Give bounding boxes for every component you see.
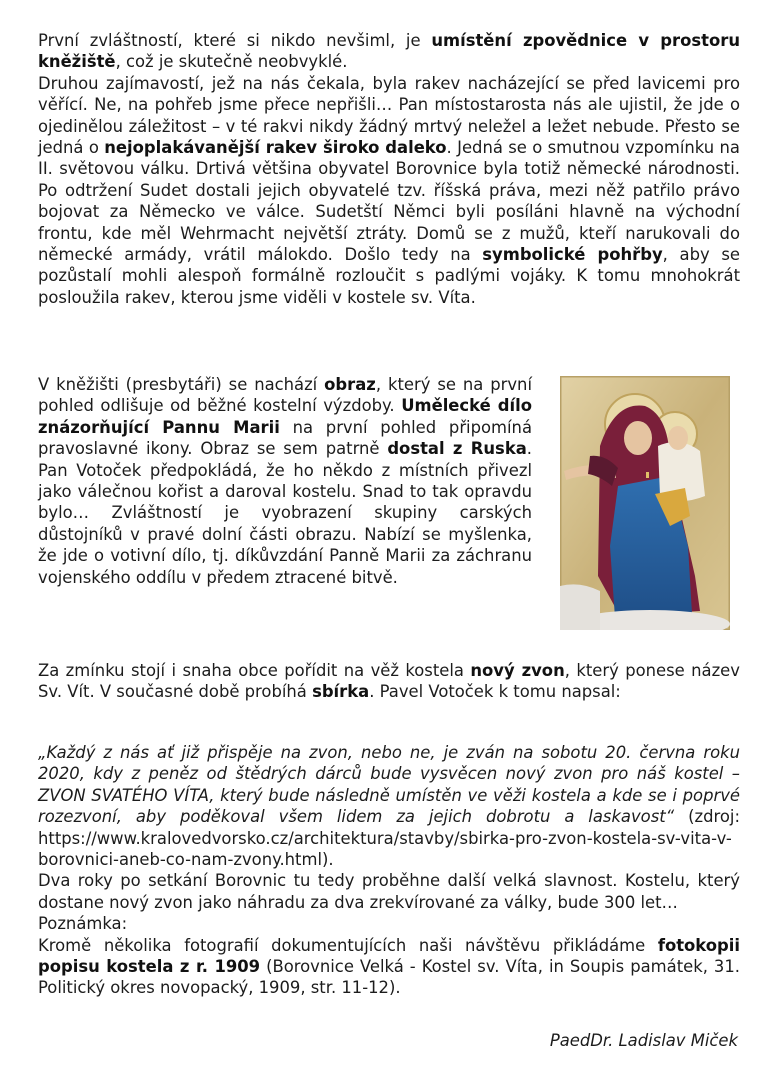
text-run: V kněžišti (presbytáři) se nachází bbox=[38, 375, 325, 394]
bold-phrase: obraz bbox=[324, 375, 376, 394]
madonna-painting-image bbox=[560, 376, 730, 630]
text-run: , což je skutečně neobvyklé. bbox=[115, 52, 348, 72]
bell-paragraph bbox=[38, 660, 740, 703]
bold-phrase: nejoplakávanější rakev široko daleko bbox=[104, 138, 447, 158]
text-run: . Pan Votoček předpokládá, že ho někdo z místních přivezl jako válečnou kořist a daroval kostelu. Snad to tak opravdu bylo… Zvláštností je vyobrazení skupiny carských důstojníků v pravé dolní části obrazu. Nabízí se myšlenka, že jde o votivní dílo, tj. díkůvzdání Panně Marii za záchranu vojenského oddílu v předem ztracené bitvě. bbox=[38, 439, 532, 587]
quote-text: „Každý z nás ať již přispěje na zvon, nebo ne, je zván na sobotu 20. června roku 2020, kdy z peněz od štědrých dárců bude vysvěcen nový zvon pro náš kostel – ZVON SVATÉHO VÍTA, který bude následně umístěn ve věži kostela a kde se i poprvé rozezvoní, aby poděkoval všem lidem za jejich dobrotu a laskavost“ bbox=[38, 743, 740, 827]
text-run: , aby se pozůstalí mohli alespoň formálně rozloučit s padlými vojáky. K tomu mnohokrát posloužila rakev, kterou jsme viděli v kostele sv. Víta. bbox=[38, 245, 740, 307]
intro-paragraph bbox=[38, 30, 740, 308]
text-run: . Jedná se o smutnou vzpomínku na II. světovou válku. Drtivá většina obyvatel Borovnice byla totiž německé národnosti. Po odtržení Sudet dostali jejich obyvatelé tzv. říšská práva, mezi něž patřilo právo bojovat za Německo ve válce. Sudetští Němci byli posíláni hlavně na východní frontu, kde měl Wehrmacht největší ztráty. Domů se z mužů, kteří narukovali do německé armády, vrátil málokdo. Došlo tedy na bbox=[38, 138, 740, 265]
quote-and-closing bbox=[38, 742, 740, 999]
bold-phrase: nový zvon bbox=[470, 661, 565, 680]
bold-phrase: symbolické pohřby bbox=[482, 245, 663, 265]
text-run: na první pohled připomíná pravoslavné ikony. Obraz se sem patrně bbox=[38, 417, 532, 459]
bold-phrase: sbírka bbox=[312, 682, 370, 702]
quote-source: (zdroj: https://www.kralovedvorsko.cz/architektura/stavby/sbirka-pro-zvon-kostela-sv-vita-v-borovnici-aneb-co-nam-zvony.html). bbox=[38, 807, 740, 870]
bold-phrase: dostal z Ruska bbox=[387, 439, 527, 459]
text-run: (Borovnice Velká - Kostel sv. Víta, in Soupis památek, 31. Politický okres novopacký, 1909, str. 11-12). bbox=[38, 957, 740, 998]
text-run: . Pavel Votoček k tomu napsal: bbox=[369, 682, 621, 702]
text-run: První zvláštností, které si nikdo nevšiml, je bbox=[38, 31, 432, 50]
painting-paragraph bbox=[38, 374, 532, 588]
text-run: Druhou zajímavostí, jež na nás čekala, byla rakev nacházející se před lavicemi pro věřící. Ne, na pohřeb jsme přece nepřišli… Pan místostarosta nás ale ujistil, že jde o ojedinělou záležitost – v té rakvi nikdy žádný mrtvý neležel a ležet nebude. Přesto se jedná o bbox=[38, 73, 740, 158]
text-run: Kromě několika fotografií dokumentujících naši návštěvu přikládáme bbox=[38, 935, 658, 955]
bold-phrase: Umělecké dílo znázorňující Pannu Marii bbox=[38, 396, 532, 437]
text-run: , který se na první pohled odlišuje od běžné kostelní výzdoby. bbox=[38, 375, 532, 416]
note-label: Poznámka: bbox=[38, 914, 128, 934]
text-run: , který ponese název Sv. Vít. V současné době probíhá bbox=[38, 661, 740, 702]
author-signature: PaedDr. Ladislav Miček bbox=[549, 1031, 738, 1050]
text-run: Za zmínku stojí i snaha obce pořídit na věž kostela bbox=[38, 661, 471, 680]
bold-phrase: fotokopii popisu kostela z r. 1909 bbox=[38, 935, 740, 977]
closing-text: Dva roky po setkání Borovnic tu tedy proběhne další velká slavnost. Kostelu, který dostane nový zvon jako náhradu za dva zrekvírované za války, bude 300 let… bbox=[38, 871, 740, 912]
bold-phrase: umístění zpovědnice v prostoru kněžiště bbox=[38, 31, 740, 72]
